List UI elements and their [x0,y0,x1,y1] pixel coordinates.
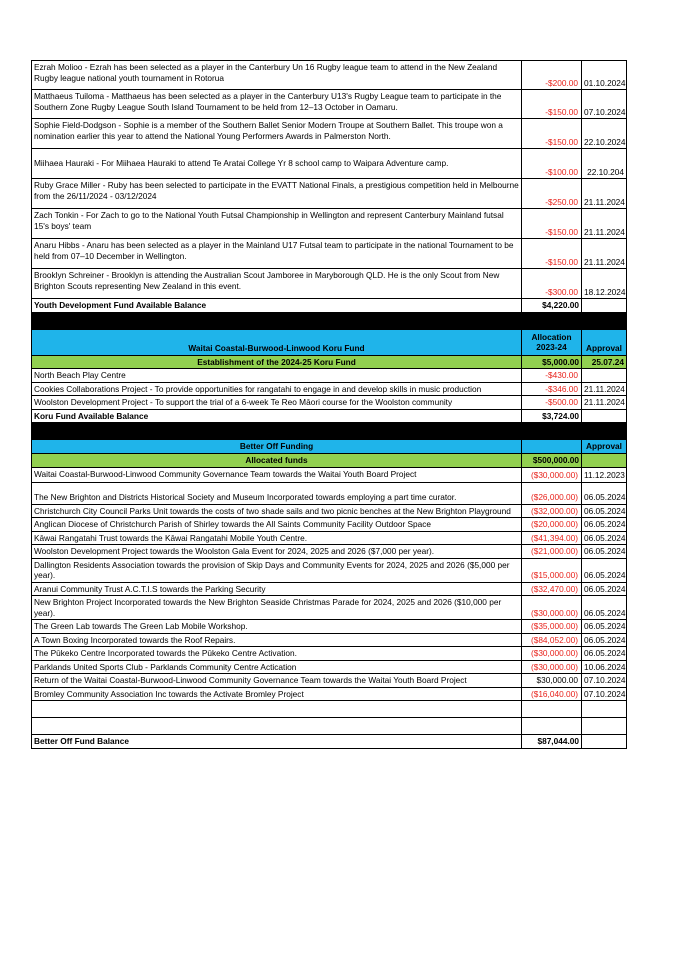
row-date: 07.10.2024 [582,674,627,688]
row-amount: $30,000.00 [522,674,582,688]
row-description: Cookies Collaborations Project - To provide opportunities for rangatahi to engage in and develop skills in music production [32,382,522,396]
row-description: Woolston Development Project towards the Woolston Gala Event for 2024, 2025 and 2026 ($7,000 per year). [32,545,522,559]
youth-balance-label: Youth Development Fund Available Balance [32,299,522,313]
row-date [582,369,627,383]
row-date: 21.11.2024 [582,382,627,396]
row-description: New Brighton Project Incorporated towards the New Brighton Seaside Christmas Parade for 2024, 2025 and 2026 ($10,000 per year). [32,596,522,620]
row-description: Dallington Residents Association towards the provision of Skip Days and Community Events for 2024, 2025 and 2026 ($5,000 per year). [32,558,522,582]
row-date: 18.12.2024 [582,269,627,299]
row-amount: ($30,000.00) [522,660,582,674]
better-off-row [32,596,627,620]
better-off-row [32,582,627,596]
row-amount: -$500.00 [522,396,582,410]
youth-row [32,179,627,209]
row-description: Waitai Coastal-Burwood-Linwood Community Governance Team towards the Waitai Youth Board Project [32,467,522,482]
row-description: The New Brighton and Districts Historical Society and Museum Incorporated towards employing a part time curator. [32,482,522,504]
row-date: 06.05.2024 [582,482,627,504]
row-amount: -$100.00 [522,149,582,179]
better-off-row [32,647,627,661]
row-date: 11.12.2023 [582,467,627,482]
better-off-row [32,504,627,518]
row-date: 06.05.2024 [582,504,627,518]
row-amount: -$150.00 [522,119,582,149]
koru-balance-amount: $3,724.00 [522,409,582,423]
row-amount: -$150.00 [522,209,582,239]
funding-table [31,60,627,749]
koru-balance-label: Koru Fund Available Balance [32,409,522,423]
row-date: 07.10.2024 [582,687,627,701]
allocated-label: Allocated funds [32,454,522,468]
better-off-allocated-row [32,454,627,468]
row-amount: ($30,000.00) [522,467,582,482]
row-amount: ($30,000.00) [522,596,582,620]
koru-approval-header: Approval [582,329,627,355]
row-description: Zach Tonkin - For Zach to go to the National Youth Futsal Championship in Wellington and represent Canterbury Mainland futsal 15's boys' team [32,209,522,239]
row-date: 21.11.2024 [582,179,627,209]
better-off-balance-row [32,735,627,749]
better-off-row [32,531,627,545]
row-description: Aranui Community Trust A.C.T.I.S towards the Parking Security [32,582,522,596]
row-amount: ($32,470.00) [522,582,582,596]
row-date: 21.11.2024 [582,396,627,410]
koru-establish-label: Establishment of the 2024-25 Koru Fund [32,355,522,369]
row-description: Sophie Field-Dodgson - Sophie is a member of the Southern Ballet Senior Modern Troupe at Southern Ballet. This troupe won a nomination earlier this year to attend the National Young Performers Awards in Palmerston North. [32,119,522,149]
koru-balance-row [32,409,627,423]
better-off-row [32,482,627,504]
better-off-header: Better Off Funding [32,440,522,454]
empty-row [32,701,627,718]
section-divider [32,312,627,329]
row-description: Anaru Hibbs - Anaru has been selected as a player in the Mainland U17 Futsal team to participate in the national Tournament to be held from 07–10 December in Wellington. [32,239,522,269]
row-description: Miihaea Hauraki - For Miihaea Hauraki to attend Te Aratai College Yr 8 school camp to Waipara Adventure camp. [32,149,522,179]
row-amount: -$300.00 [522,269,582,299]
better-off-row [32,687,627,701]
row-description: A Town Boxing Incorporated towards the Roof Repairs. [32,633,522,647]
youth-row [32,239,627,269]
youth-row [32,61,627,90]
row-description: Brooklyn Schreiner - Brooklyn is attending the Australian Scout Jamboree in Maryborough QLD. He is the only Scout from New Brighton Scouts representing New Zealand in this event. [32,269,522,299]
better-off-row [32,633,627,647]
row-amount: ($26,000.00) [522,482,582,504]
row-amount: ($20,000.00) [522,518,582,532]
better-off-row [32,660,627,674]
row-date: 01.10.2024 [582,61,627,90]
row-amount: ($35,000.00) [522,620,582,634]
row-amount: -$200.00 [522,61,582,90]
row-date: 06.05.2024 [582,620,627,634]
row-date: 06.05.2024 [582,582,627,596]
row-description: North Beach Play Centre [32,369,522,383]
koru-row [32,382,627,396]
row-date: 06.05.2024 [582,647,627,661]
row-date: 21.11.2024 [582,209,627,239]
row-date: 22.10.204 [582,149,627,179]
better-off-row [32,467,627,482]
row-date: 06.05.2024 [582,545,627,559]
funding-report-sheet [31,60,626,749]
row-amount: ($32,000.00) [522,504,582,518]
row-date: 06.05.2024 [582,518,627,532]
row-description: Return of the Waitai Coastal-Burwood-Linwood Community Governance Team towards the Waitai Youth Board Project [32,674,522,688]
better-off-row [32,518,627,532]
koru-row [32,369,627,383]
row-amount: ($84,052.00) [522,633,582,647]
row-description: Ezrah Molioo - Ezrah has been selected as a player in the Canterbury Un 16 Rugby league team to attend in the New Zealand Rugby league national youth tournament in Rotorua [32,61,522,90]
empty-row [32,718,627,735]
row-description: Woolston Development Project - To support the trial of a 6-week Te Reo Māori course for the Woolston community [32,396,522,410]
row-amount: ($41,394.00) [522,531,582,545]
row-description: The Pūkeko Centre Incorporated towards the Pūkeko Centre Activation. [32,647,522,661]
row-amount: -$150.00 [522,239,582,269]
row-date: 07.10.2024 [582,90,627,119]
youth-row [32,149,627,179]
row-amount: ($21,000.00) [522,545,582,559]
koru-establish-date: 25.07.24 [582,355,627,369]
better-off-row [32,620,627,634]
row-date: 22.10.2024 [582,119,627,149]
row-description: Kāwai Rangatahi Trust towards the Kāwai Rangatahi Mobile Youth Centre. [32,531,522,545]
koru-establish-row [32,355,627,369]
row-amount: -$250.00 [522,179,582,209]
row-amount: -$150.00 [522,90,582,119]
row-amount: ($15,000.00) [522,558,582,582]
allocated-amount: $500,000.00 [522,454,582,468]
youth-balance-amount: $4,220.00 [522,299,582,313]
youth-row [32,269,627,299]
koru-header-row [32,329,627,355]
koru-row [32,396,627,410]
row-date: 06.05.2024 [582,596,627,620]
better-off-balance-amount: $87,044.00 [522,735,582,749]
section-divider [32,423,627,440]
koru-allocation-header: Allocation 2023-24 [522,329,582,355]
better-off-header-row [32,440,627,454]
row-description: The Green Lab towards The Green Lab Mobile Workshop. [32,620,522,634]
row-amount: ($30,000.00) [522,647,582,661]
better-off-balance-label: Better Off Fund Balance [32,735,522,749]
koru-establish-amount: $5,000.00 [522,355,582,369]
row-date: 10.06.2024 [582,660,627,674]
youth-row [32,119,627,149]
row-amount: -$346.00 [522,382,582,396]
youth-row [32,90,627,119]
better-off-row [32,545,627,559]
row-description: Ruby Grace Miller - Ruby has been selected to participate in the EVATT National Finals, a prestigious competition held in Melbourne from the 26/11/2024 - 03/12/2024 [32,179,522,209]
row-description: Matthaeus Tuiloma - Matthaeus has been selected as a player in the Canterbury U13's Rugby League team to participate in the Southern Zone Rugby League South Island Tournament to be held from 12–13 October in Oamaru. [32,90,522,119]
row-date: 21.11.2024 [582,239,627,269]
better-off-row [32,674,627,688]
row-date: 06.05.2024 [582,558,627,582]
row-description: Bromley Community Association Inc towards the Activate Bromley Project [32,687,522,701]
youth-balance-row [32,299,627,313]
row-description: Christchurch City Council Parks Unit towards the costs of two shade sails and two picnic benches at the New Brighton Playground [32,504,522,518]
row-date: 06.05.2024 [582,633,627,647]
better-off-approval-header: Approval [582,440,627,454]
row-description: Parklands United Sports Club - Parklands Community Centre Actication [32,660,522,674]
youth-row [32,209,627,239]
row-amount: ($16,040.00) [522,687,582,701]
row-description: Anglican Diocese of Christchurch Parish of Shirley towards the All Saints Community Facility Outdoor Space [32,518,522,532]
better-off-row [32,558,627,582]
row-amount: -$430.00 [522,369,582,383]
row-date: 06.05.2024 [582,531,627,545]
koru-header: Waitai Coastal-Burwood-Linwood Koru Fund [32,329,522,355]
